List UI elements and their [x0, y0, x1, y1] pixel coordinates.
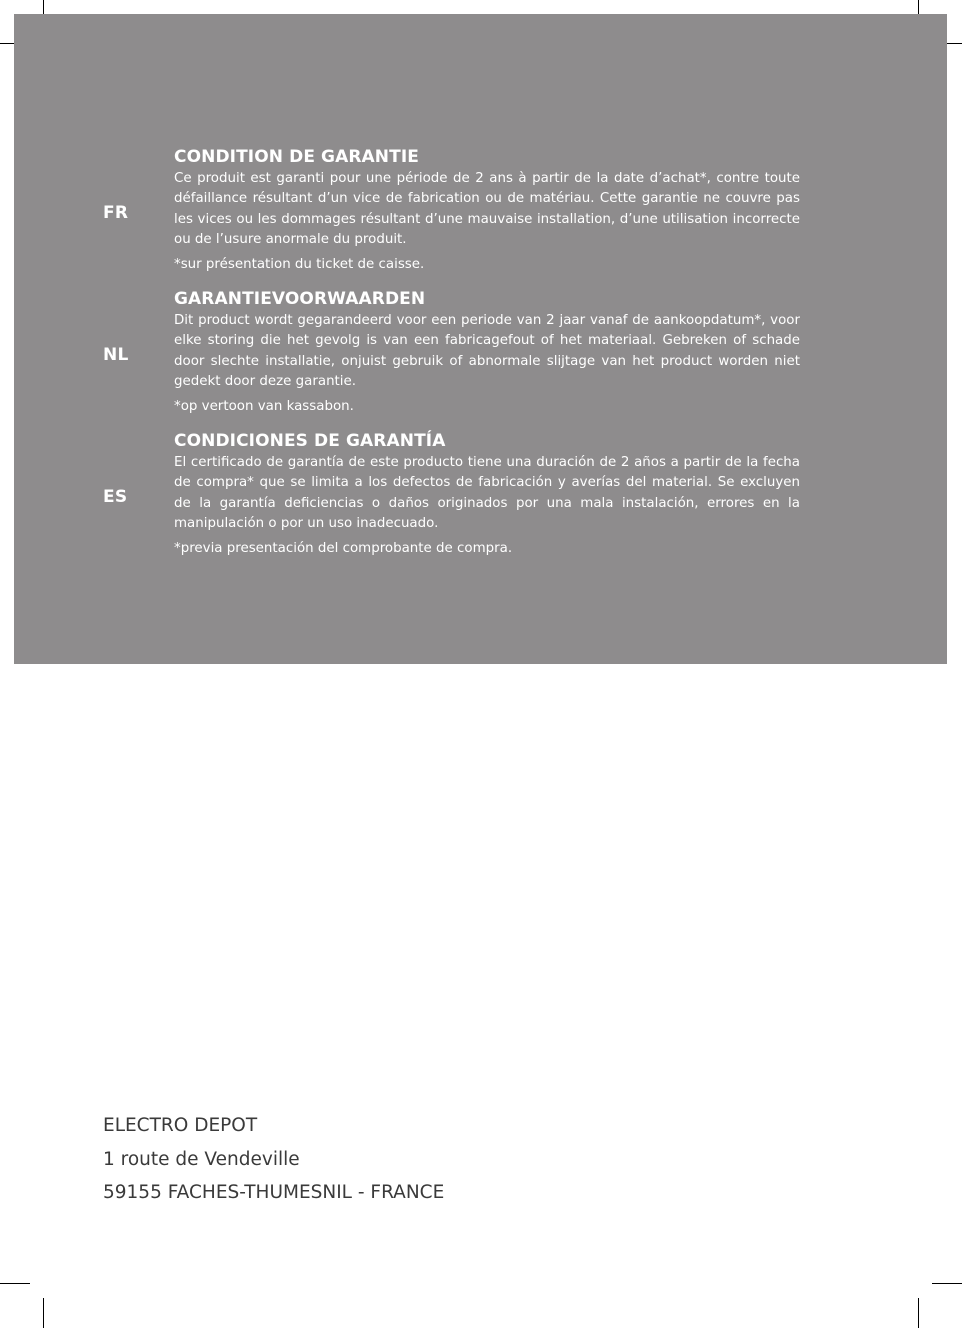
section-title: CONDICIONES DE GARANTÍA: [174, 431, 446, 451]
crop-mark: [43, 1298, 44, 1328]
language-code: FR: [103, 203, 129, 223]
language-code: ES: [103, 487, 128, 507]
city-address: 59155 FACHES-THUMESNIL - FRANCE: [103, 1182, 445, 1203]
company-address: [103, 1112, 444, 1213]
crop-mark: [0, 1283, 30, 1284]
language-code: NL: [103, 345, 129, 365]
company-name: ELECTRO DEPOT: [103, 1115, 258, 1136]
crop-mark: [918, 1298, 919, 1328]
section-note: *previa presentación del comprobante de compra.: [174, 541, 513, 556]
section-title: CONDITION DE GARANTIE: [174, 147, 419, 167]
section-body: El certificado de garantía de este producto tiene una duración de 2 años a partir de la fecha de compra* que se limita a los defectos de fabricación y averías del material. Se excluyen de la garantía deficiencias o daños originados por una mala instalación, errores en la manipulación o por un uso inadecuado.: [174, 455, 800, 531]
section-title: GARANTIEVOORWAARDEN: [174, 289, 426, 309]
section-note: *op vertoon van kassabon.: [174, 399, 354, 414]
warranty-panel: [14, 14, 947, 664]
section-body: Ce produit est garanti pour une période de 2 ans à partir de la date d’achat*, contre toute défaillance résultant d’un vice de fabrication ou de matériau. Cette garantie ne couvre pas les vices ou les dommages résultant d’une mauvaise installation, d’une utilisation incorrecte ou de l’usure anormale du produit.: [174, 171, 800, 247]
section-note: *sur présentation du ticket de caisse.: [174, 257, 425, 272]
crop-mark: [932, 1283, 962, 1284]
street-address: 1 route de Vendeville: [103, 1148, 300, 1170]
section-body: Dit product wordt gegarandeerd voor een periode van 2 jaar vanaf de aankoopdatum*, voor elke storing die het gevolg is van een fabricagefout of het materiaal. Gebreken of schade door slechte installatie, onjuist gebruik of abnormale slijtage van het product worden niet gedekt door deze garantie.: [174, 313, 800, 389]
